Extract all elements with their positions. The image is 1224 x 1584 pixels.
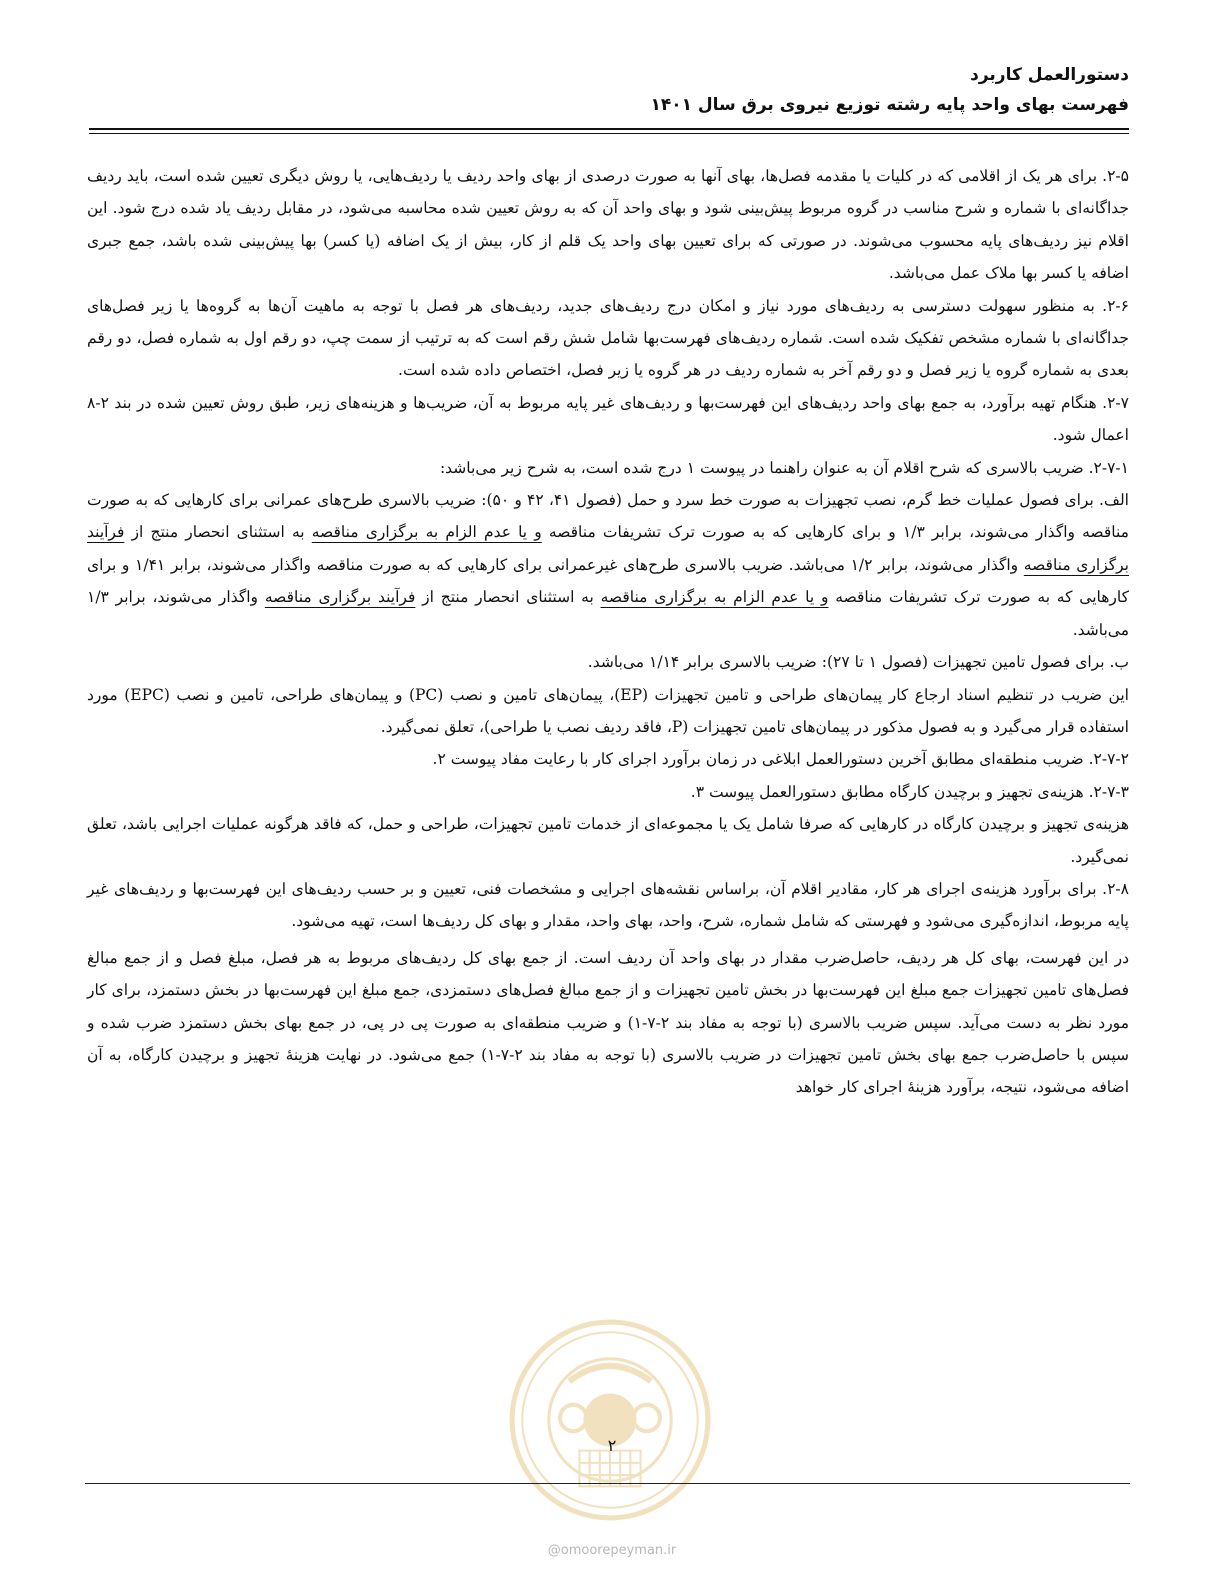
alef-underlined-1: و یا عدم الزام به برگزاری مناقصه xyxy=(311,523,542,542)
paragraph-2-7-1: ۲-۷-۱. ضریب بالاسری که شرح اقلام آن به عنوان راهنما در پیوست ۱ درج شده است، به شرح زیر می‌باشد: xyxy=(439,458,1129,477)
paragraph-2-8: ۲-۸. برای برآورد هزینه‌ی اجرای هر کار، مقادیر اقلام آن، براساس نقشه‌های اجرایی و مشخصات فنی، تعیین و بر حسب ردیف‌های این فهرست‌بها و ردیف‌های غیر پایه مربوط، اندازه‌گیری می‌شود و فهرستی که شامل شماره، شرح، واحد، بهای واحد، مقدار و بهای کل ردیف‌ها است، تهیه می‌شود. xyxy=(87,879,1129,931)
paragraph-site-cost-note: هزینه‌ی تجهیز و برچیدن کارگاه در کارهایی که صرفا شامل یک یا مجموعه‌ای از خدمات تامین تجهیزات، طراحی و حمل، که فاقد هرگونه عملیات اجرایی باشد، تعلق نمی‌گیرد. xyxy=(87,815,1129,866)
page-number: ۲ xyxy=(607,1436,617,1455)
paragraph-alef xyxy=(87,484,1129,646)
alef-text-5: واگذار می‌شوند، برابر ۱/۳ می‌باشد. xyxy=(87,588,1129,639)
paragraph-2-7: ۲-۷. هنگام تهیه برآورد، به جمع بهای واحد ردیف‌های این فهرست‌بها و ردیف‌های غیر پایه مربوط به آن، ضریب‌ها و هزینه‌های زیر، طبق روش تعیین شده در بند ۲-۸ اعمال شود. xyxy=(87,393,1129,445)
paragraph-be: ب. برای فصول تامین تجهیزات (فصول ۱ تا ۲۷): ضریب بالاسری برابر ۱/۱۴ می‌باشد. xyxy=(587,653,1129,672)
page-header xyxy=(89,62,1129,122)
alef-underlined-3: و یا عدم الزام به برگزاری مناقصه xyxy=(600,588,829,607)
alef-text-4: به استثنای انحصار منتج از xyxy=(415,588,601,607)
alef-underlined-4: فرآیند برگزاری مناقصه xyxy=(264,588,416,607)
document-body xyxy=(87,160,1129,1104)
watermark-seal xyxy=(508,1318,712,1522)
header-rule-thick xyxy=(89,128,1129,130)
header-subtitle: فهرست بهای واحد پایه رشته توزیع نیروی برق سال ۱۴۰۱ xyxy=(650,95,1129,115)
header-title: دستورالعمل کاربرد xyxy=(970,65,1129,85)
footer-rule xyxy=(85,1483,1130,1484)
alef-text-2: به استثنای انحصار منتج از xyxy=(124,523,312,542)
watermark-url: @omoorepeyman.ir xyxy=(547,1543,677,1558)
alef-text-1: الف. برای فصول عملیات خط گرم، نصب تجهیزات به صورت خط سرد و حمل (فصول ۴۱، ۴۲ و ۵۰): ضریب بالاسری طرح‌های عمرانی برای کارهایی که به صورت مناقصه واگذار می‌شوند، برابر ۱/۳ و برای کارهایی که به صورت ترک تشریفات مناقصه xyxy=(87,491,1129,542)
paragraph-coefficient-note: این ضریب در تنظیم اسناد ارجاع کار پیمان‌های طراحی و تامین تجهیزات (EP)، پیمان‌های تامین و نصب (PC) و پیمان‌های طراحی، تامین و نصب (EPC) مورد استفاده قرار می‌گیرد و به فصول مذکور در پیمان‌های تامین تجهیزات (P، فاقد ردیف نصب یا طراحی)، تعلق نمی‌گیرد. xyxy=(87,685,1129,736)
header-rule-thin xyxy=(89,133,1129,134)
alef-underlined-2: فرآیند برگزاری مناقصه xyxy=(87,523,1129,574)
paragraph-calculation: در این فهرست، بهای کل هر ردیف، حاصل‌ضرب مقدار در بهای واحد آن ردیف است. از جمع بهای کل ردیف‌های مربوط به هر فصل، مبلغ فصل و از جمع مبالغ فصل‌های تامین تجهیزات جمع مبلغ این فهرست‌بها در بخش تامین تجهیزات و از جمع مبالغ فصل‌های دستمزدی، جمع مبلغ این فهرست‌بها در بخش دستمزد، برای کار مورد نظر به دست می‌آید. سپس ضریب بالاسری (با توجه به مفاد بند ۲-۷-۱) و ضریب منطقه‌ای به صورت پی در پی، در جمع بهای بخش دستمزد ضرب شده و سپس با حاصل‌ضرب جمع بهای بخش تامین تجهیزات در ضریب بالاسری (با توجه به مفاد بند ۲-۷-۱) جمع می‌شود. در نهایت هزینهٔ تجهیز و برچیدن کارگاه، به آن اضافه می‌شود، نتیجه، برآورد هزینهٔ اجرای کار خواهد xyxy=(87,948,1129,1097)
paragraph-2-7-2: ۲-۷-۲. ضریب منطقه‌ای مطابق آخرین دستورالعمل ابلاغی در زمان برآورد اجرای کار با رعایت مفاد پیوست ۲. xyxy=(432,750,1129,769)
paragraph-2-7-3: ۲-۷-۳. هزینه‌ی تجهیز و برچیدن کارگاه مطابق دستورالعمل پیوست ۳. xyxy=(690,782,1129,801)
paragraph-2-6: ۲-۶. به منظور سهولت دسترسی به ردیف‌های مورد نیاز و امکان درج ردیف‌های جدید، ردیف‌های هر فصل با توجه به ماهیت آن‌ها به گروه‌ها یا زیر فصل‌های جداگانه‌ای با شماره مشخص تفکیک شده است. شماره ردیف‌های فهرست‌بها شامل شش رقم است که به ترتیب از سمت چپ، دو رقم اول به شماره فصل، دو رقم بعدی به شماره گروه یا زیر فصل و دو رقم آخر به شماره ردیف در هر گروه یا زیر فصل، اختصاص داده شده است. xyxy=(87,296,1129,380)
paragraph-2-5: ۲-۵. برای هر یک از اقلامی که در کلیات یا مقدمه فصل‌ها، بهای آنها به صورت درصدی از بهای واحد ردیف یا ردیف‌هایی، یا روش دیگری تعیین شده است، باید ردیف جداگانه‌ای با شماره و شرح مناسب در گروه مربوط پیش‌بینی شود و بهای واحد آن که به روش تعیین شده محاسبه می‌شود، در مقابل ردیف یاد شده درج شود. این اقلام نیز ردیف‌های پایه محسوب می‌شوند. در صورتی که برای تعیین بهای واحد یک قلم از کار، بیش از یک اضافه (یا کسر) بها پیش‌بینی شده باشد، جمع جبری اضافه یا کسر بها ملاک عمل می‌باشد. xyxy=(87,167,1129,283)
alef-text-3: واگذار می‌شوند، برابر ۱/۲ می‌باشد. ضریب بالاسری طرح‌های غیرعمرانی برای کارهایی که به صورت مناقصه واگذار می‌شوند، برابر ۱/۴۱ و برای کارهایی که به صورت ترک تشریفات مناقصه xyxy=(87,555,1129,607)
